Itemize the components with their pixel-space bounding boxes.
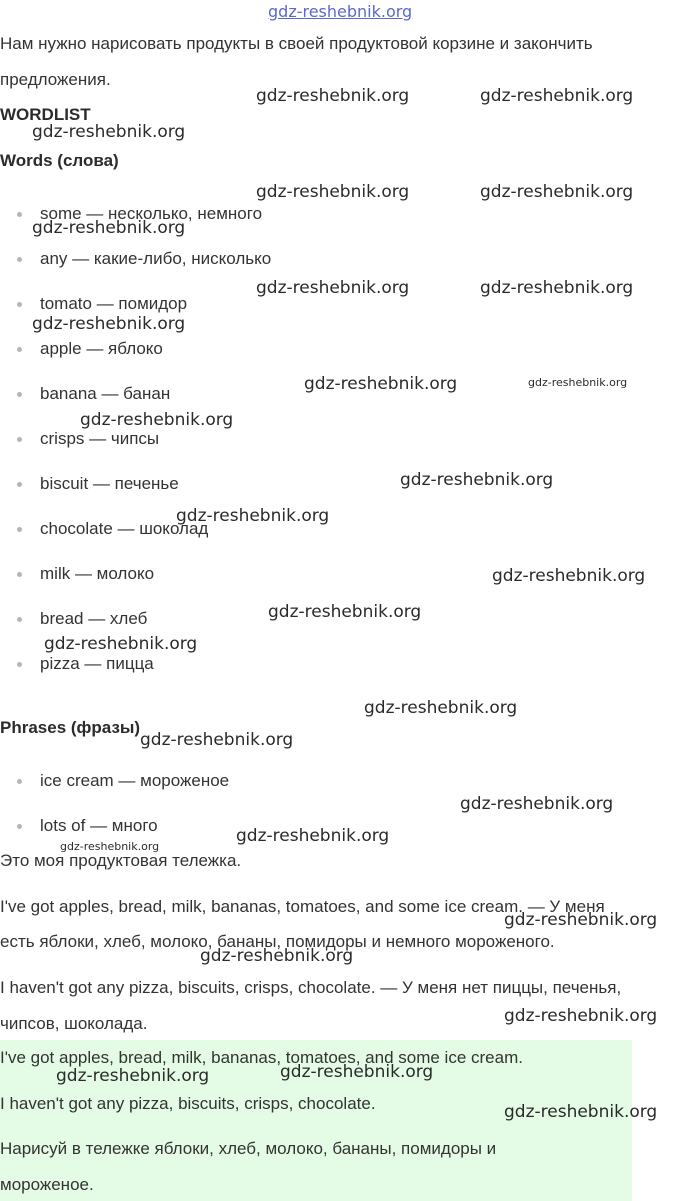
- list-item: milk — молоко: [40, 564, 155, 583]
- watermark: gdz-reshebnik.org: [236, 826, 390, 846]
- bullet-icon: [17, 617, 22, 622]
- watermark: gdz-reshebnik.org: [268, 602, 422, 622]
- bullet-icon: [17, 392, 22, 397]
- got-line-1: I've got apples, bread, milk, bananas, tomatoes, and some ice cream. — У меня: [0, 897, 605, 916]
- site-header-link[interactable]: gdz-reshebnik.org: [268, 2, 413, 21]
- words-heading: Words (слова): [0, 151, 119, 170]
- watermark: gdz-reshebnik.org: [280, 1062, 434, 1082]
- watermark: gdz-reshebnik.org: [400, 470, 554, 490]
- list-item: apple — яблоко: [40, 339, 163, 358]
- list-item: bread — хлеб: [40, 609, 148, 628]
- watermark: gdz-reshebnik.org: [364, 698, 518, 718]
- answer-line-2: I haven't got any pizza, biscuits, crisps, chocolate.: [0, 1094, 376, 1113]
- bullet-icon: [17, 779, 22, 784]
- cart-sentence: Это моя продуктовая тележка.: [0, 851, 242, 870]
- list-item: pizza — пицца: [40, 654, 154, 673]
- intro-line-2: предложения.: [0, 70, 111, 89]
- bullet-icon: [17, 302, 22, 307]
- watermark: gdz-reshebnik.org: [492, 566, 646, 586]
- watermark: gdz-reshebnik.org: [32, 218, 186, 238]
- watermark: gdz-reshebnik.org: [56, 1066, 210, 1086]
- bullet-icon: [17, 482, 22, 487]
- watermark: gdz-reshebnik.org: [304, 374, 458, 394]
- bullet-icon: [17, 347, 22, 352]
- watermark: gdz-reshebnik.org: [480, 182, 634, 202]
- watermark: gdz-reshebnik.org: [60, 840, 160, 853]
- got-line-2: есть яблоки, хлеб, молоко, бананы, помидоры и немного мороженого.: [0, 932, 555, 951]
- answer-line-3: Нарисуй в тележке яблоки, хлеб, молоко, бананы, помидоры и: [0, 1139, 497, 1158]
- list-item: lots of — много: [40, 816, 158, 835]
- watermark: gdz-reshebnik.org: [504, 1102, 658, 1122]
- watermark: gdz-reshebnik.org: [504, 1006, 658, 1026]
- bullet-icon: [17, 662, 22, 667]
- watermark: gdz-reshebnik.org: [480, 278, 634, 298]
- watermark: gdz-reshebnik.org: [256, 182, 410, 202]
- watermark: gdz-reshebnik.org: [140, 730, 294, 750]
- answer-line-4: мороженое.: [0, 1175, 94, 1194]
- list-item: any — какие-либо, нисколько: [40, 249, 272, 268]
- bullet-icon: [17, 527, 22, 532]
- list-item: some — несколько, немного: [40, 204, 263, 223]
- list-item: chocolate — шоколад: [40, 519, 209, 538]
- watermark: gdz-reshebnik.org: [504, 910, 658, 930]
- bullet-icon: [17, 572, 22, 577]
- watermark: gdz-reshebnik.org: [460, 794, 614, 814]
- list-item: crisps — чипсы: [40, 429, 160, 448]
- watermark: gdz-reshebnik.org: [528, 376, 628, 389]
- list-item: banana — банан: [40, 384, 171, 403]
- bullet-icon: [17, 437, 22, 442]
- answer-line-1: I've got apples, bread, milk, bananas, tomatoes, and some ice cream.: [0, 1048, 523, 1067]
- list-item: biscuit — печенье: [40, 474, 179, 493]
- bullet-icon: [17, 212, 22, 217]
- watermark: gdz-reshebnik.org: [176, 506, 330, 526]
- watermark: gdz-reshebnik.org: [256, 86, 410, 106]
- watermark: gdz-reshebnik.org: [200, 946, 354, 966]
- watermark: gdz-reshebnik.org: [32, 314, 186, 334]
- intro-line-1: Нам нужно нарисовать продукты в своей продуктовой корзине и закончить: [0, 34, 593, 53]
- list-item: tomato — помидор: [40, 294, 188, 313]
- bullet-icon: [17, 824, 22, 829]
- bullet-icon: [17, 257, 22, 262]
- phrases-heading: Phrases (фразы): [0, 718, 141, 737]
- havent-line-1: I haven't got any pizza, biscuits, crisps, chocolate. — У меня нет пиццы, печенья,: [0, 978, 622, 997]
- watermark: gdz-reshebnik.org: [80, 410, 234, 430]
- watermark: gdz-reshebnik.org: [256, 278, 410, 298]
- wordlist-heading: WORDLIST: [0, 105, 91, 124]
- watermark: gdz-reshebnik.org: [480, 86, 634, 106]
- havent-line-2: чипсов, шоколада.: [0, 1014, 148, 1033]
- list-item: ice cream — мороженое: [40, 771, 230, 790]
- watermark: gdz-reshebnik.org: [44, 634, 198, 654]
- watermark: gdz-reshebnik.org: [32, 122, 186, 142]
